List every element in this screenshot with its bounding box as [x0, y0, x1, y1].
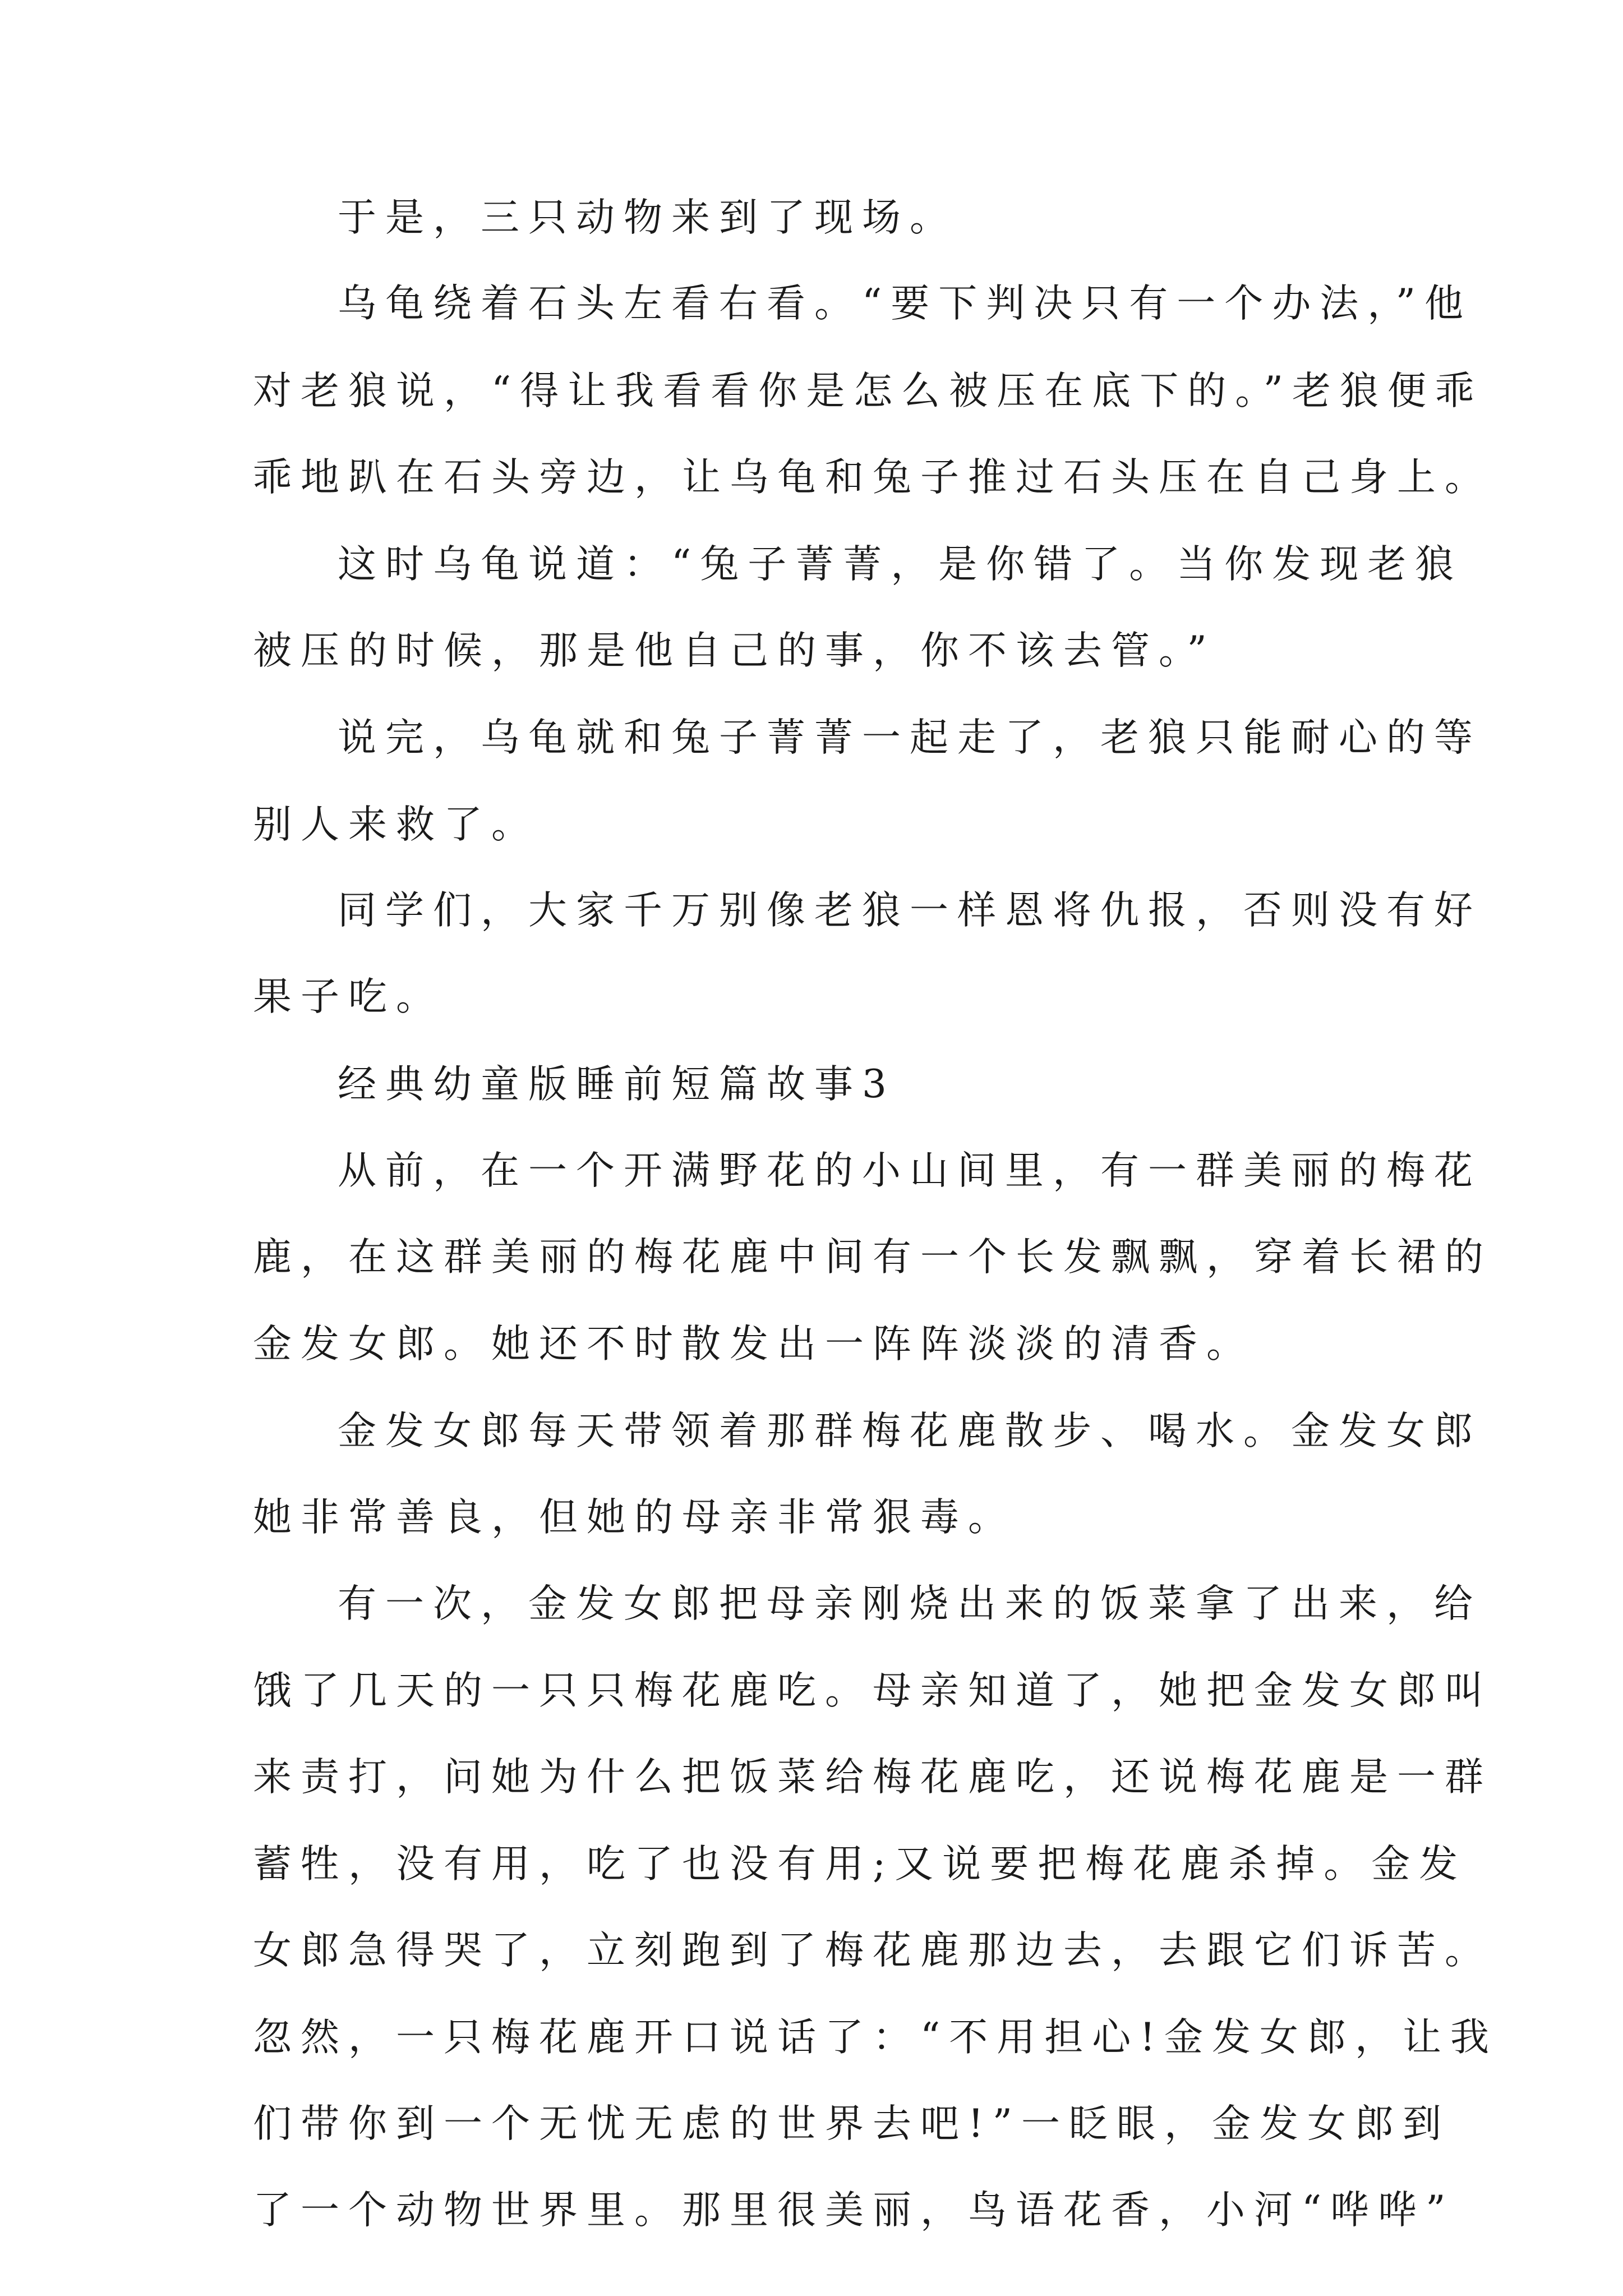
line-text: 说完，乌龟就和兔子菁菁一起走了，老狼只能耐心的等 — [338, 715, 1482, 760]
line-text: 们带你到一个无忧无虑的世界去吧!”一眨眼，金发女郎到 — [253, 2101, 1451, 2146]
text-line — [0, 1400, 1623, 1462]
line-text: 女郎急得哭了，立刻跑到了梅花鹿那边去，去跟它们诉苦。 — [253, 1928, 1492, 1973]
line-text: 从前，在一个开满野花的小山间里，有一群美丽的梅花 — [338, 1148, 1482, 1193]
text-line — [0, 620, 1623, 682]
line-text: 乖地趴在石头旁边，让乌龟和兔子推过石头压在自己身上。 — [253, 455, 1492, 500]
text-line — [0, 966, 1623, 1028]
heading-text: 经典幼童版睡前短篇故事3 — [338, 1062, 896, 1107]
text-line — [0, 1660, 1623, 1722]
line-text: 这时乌龟说道：“兔子菁菁，是你错了。当你发现老狼 — [338, 542, 1463, 587]
text-line — [0, 2093, 1623, 2155]
text-line — [0, 707, 1623, 769]
text-line — [0, 2179, 1623, 2241]
text-line — [0, 1920, 1623, 1981]
text-line — [0, 273, 1623, 334]
text-line — [0, 187, 1623, 249]
line-text: 金发女郎。她还不时散发出一阵阵淡淡的清香。 — [253, 1322, 1254, 1366]
line-text: 于是，三只动物来到了现场。 — [338, 195, 957, 240]
text-line — [0, 880, 1623, 941]
text-line — [0, 1226, 1623, 1288]
text-line — [0, 533, 1623, 595]
line-text: 同学们，大家千万别像老狼一样恩将仇报，否则没有好 — [338, 888, 1482, 933]
line-text: 来责打，问她为什么把饭菜给梅花鹿吃，还说梅花鹿是一群 — [253, 1755, 1492, 1800]
line-text: 有一次，金发女郎把母亲刚烧出来的饭菜拿了出来，给 — [338, 1581, 1482, 1626]
line-text: 饿了几天的一只只梅花鹿吃。母亲知道了，她把金发女郎叫 — [253, 1668, 1492, 1713]
text-line — [0, 447, 1623, 508]
line-text: 乌龟绕着石头左看右看。“要下判决只有一个办法，”他 — [338, 281, 1473, 326]
line-text: 了一个动物世界里。那里很美丽，鸟语花香，小河“哗哗” — [253, 2188, 1455, 2233]
text-line — [0, 1573, 1623, 1635]
line-text: 金发女郎每天带领着那群梅花鹿散步、喝水。金发女郎 — [338, 1409, 1482, 1453]
line-text: 忽然，一只梅花鹿开口说话了：“不用担心!金发女郎，让我 — [253, 2015, 1498, 2060]
text-line — [0, 2007, 1623, 2068]
line-text: 果子吃。 — [253, 974, 444, 1019]
text-line — [0, 1487, 1623, 1548]
text-line — [0, 1140, 1623, 1202]
line-text: 别人来救了。 — [253, 802, 539, 847]
line-text: 她非常善良，但她的母亲非常狠毒。 — [253, 1495, 1016, 1540]
text-line — [0, 1746, 1623, 1808]
line-text: 对老狼说，“得让我看看你是怎么被压在底下的。”老狼便乖 — [253, 369, 1483, 413]
text-line — [0, 1313, 1623, 1375]
text-line — [0, 1833, 1623, 1895]
line-text: 鹿，在这群美丽的梅花鹿中间有一个长发飘飘，穿着长裙的 — [253, 1235, 1492, 1280]
line-text: 蓄牲，没有用，吃了也没有用;又说要把梅花鹿杀掉。金发 — [253, 1842, 1467, 1887]
text-line — [0, 360, 1623, 422]
line-text: 被压的时候，那是他自己的事，你不该去管。” — [253, 628, 1216, 673]
text-line — [0, 794, 1623, 855]
section-heading — [0, 1053, 1623, 1115]
